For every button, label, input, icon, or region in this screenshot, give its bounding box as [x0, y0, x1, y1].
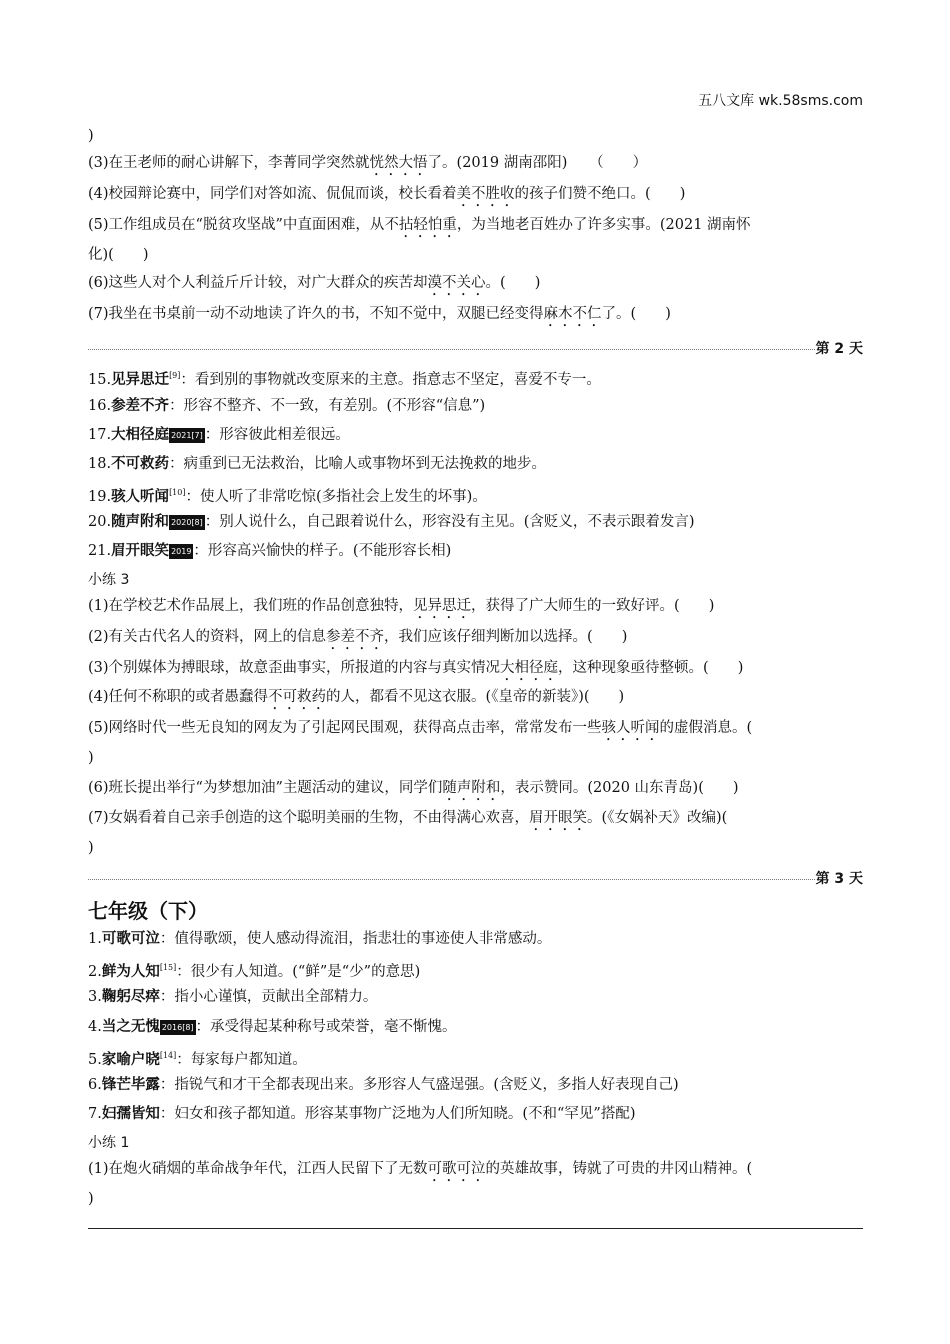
idiom-entry	[88, 1017, 457, 1037]
line-text: ，为当地老百姓办了许多实事。(2021 湖南怀	[456, 217, 751, 233]
day-label: 第 2 天	[815, 341, 863, 357]
idiom-term: 参差不齐	[111, 398, 170, 414]
entry-number: 5.	[88, 1052, 102, 1068]
line-text: 了。(2019 湖南邵阳) （ ）	[427, 155, 648, 171]
entry-number: 6.	[88, 1077, 102, 1093]
exercise-line	[88, 808, 727, 834]
idiom-entry	[88, 483, 487, 507]
entry-number: 16.	[88, 398, 112, 414]
line-text: 的英雄故事，铸就了可贵的井冈山精神。(	[485, 1161, 753, 1177]
entry-number: 1.	[88, 931, 102, 947]
line-text: (5)网络时代一些无良知的网友为了引起网民围观，获得高点击率，常常发布一些	[88, 720, 602, 736]
exam-year-tag: 2019	[169, 544, 193, 559]
idiom-definition: ：承受得起某种称号或荣誉，毫不惭愧。	[195, 1019, 457, 1035]
day-divider-3	[88, 868, 863, 888]
exercise-line	[88, 126, 94, 146]
line-text: ，这种现象亟待整顿。( )	[558, 660, 744, 676]
line-text: (6)这些人对个人利益斤斤计较，对广大群众的疾苦却	[88, 275, 428, 291]
emphasized-idiom: 骇人听闻	[601, 720, 660, 736]
entry-number: 19.	[88, 489, 112, 505]
idiom-entry	[88, 929, 551, 949]
idiom-term: 当之无愧	[101, 1019, 160, 1035]
emphasized-idiom: 眉开眼笑	[529, 810, 588, 826]
line-text: 的虚假消息。(	[659, 720, 753, 736]
idiom-term: 妇孺皆知	[101, 1106, 160, 1122]
idiom-term: 鞠躬尽瘁	[101, 989, 160, 1005]
line-text: (4)校园辩论赛中，同学们对答如流、侃侃而谈，校长看着	[88, 186, 457, 202]
line-text: (3)个别媒体为搏眼球，故意歪曲事实，所报道的内容与真实情况	[88, 660, 501, 676]
line-text: (1)在学校艺术作品展上，我们班的作品创意独特，	[88, 598, 414, 614]
entry-number: 15.	[88, 372, 112, 388]
line-text: (6)班长提出举行“为梦想加油”主题活动的建议，同学们	[88, 780, 443, 796]
practice-title: 小练 3	[88, 572, 130, 588]
idiom-entry	[88, 396, 485, 416]
exercise-line	[88, 838, 94, 858]
idiom-term: 随声附和	[111, 514, 170, 530]
line-text: (2)有关古代名人的资料，网上的信息	[88, 629, 327, 645]
exercise-line	[88, 273, 540, 299]
line-text: )	[88, 1191, 94, 1207]
exercise-line	[88, 778, 739, 804]
idiom-definition: ：指小心谨慎，贡献出全部精力。	[159, 989, 378, 1005]
entry-number: 4.	[88, 1019, 102, 1035]
idiom-entry	[88, 1075, 679, 1095]
idiom-definition: ：指锐气和才干全都表现出来。多形容人气盛逞强。(含贬义，多指人好表现自己)	[159, 1077, 679, 1093]
footnote-ref: [10]	[169, 488, 186, 497]
idiom-term: 眉开眼笑	[111, 543, 170, 559]
emphasized-idiom: 麻木不仁	[543, 306, 602, 322]
idiom-entry	[88, 958, 420, 982]
line-text: (3)在王老师的耐心讲解下，李菁同学突然就	[88, 155, 370, 171]
idiom-entry	[88, 512, 695, 532]
idiom-definition: ：病重到已无法救治，比喻人或事物坏到无法挽救的地步。	[169, 456, 547, 472]
emphasized-idiom: 大相径庭	[500, 660, 559, 676]
practice-title: 小练 1	[88, 1135, 130, 1151]
emphasized-idiom: 恍然大悟	[369, 155, 428, 171]
emphasized-idiom: 美不胜收	[456, 186, 515, 202]
line-text: (7)女娲看着自己亲手创造的这个聪明美丽的生物，不由得满心欢喜，	[88, 810, 530, 826]
idiom-definition: ：值得歌颂，使人感动得流泪，指悲壮的事迹使人非常感动。	[159, 931, 552, 947]
emphasized-idiom: 不可救药	[268, 689, 327, 705]
line-text: (4)任何不称职的或者愚蠢得	[88, 689, 269, 705]
emphasized-idiom: 漠不关心	[427, 275, 486, 291]
exercise-line	[88, 1159, 752, 1185]
idiom-entry	[88, 454, 546, 474]
idiom-entry	[88, 1046, 307, 1070]
line-text: (7)我坐在书桌前一动不动地读了许久的书，不知不觉中，双腿已经变得	[88, 306, 544, 322]
exercise-line	[88, 245, 148, 265]
emphasized-idiom: 拈轻怕重	[398, 217, 457, 233]
emphasized-idiom: 可歌可泣	[427, 1161, 486, 1177]
idiom-definition: ：形容高兴愉快的样子。(不能形容长相)	[193, 543, 452, 559]
exercise-line	[88, 215, 751, 241]
grade-title: 七年级（下）	[88, 899, 208, 923]
emphasized-idiom: 随声附和	[442, 780, 501, 796]
exam-year-tag: 2021[7]	[169, 428, 205, 443]
entry-number: 17.	[88, 427, 112, 443]
idiom-entry	[88, 425, 350, 445]
exercise-line	[88, 658, 743, 684]
idiom-term: 大相径庭	[111, 427, 170, 443]
line-text: 的孩子们赞不绝口。( )	[514, 186, 686, 202]
line-text: ，表示赞同。(2020 山东青岛)( )	[500, 780, 739, 796]
emphasized-idiom: 参差不齐	[326, 629, 385, 645]
entry-number: 7.	[88, 1106, 102, 1122]
line-text: ，获得了广大师生的一致好评。( )	[471, 598, 715, 614]
entry-number: 18.	[88, 456, 112, 472]
emphasized-idiom: 见异思迁	[413, 598, 472, 614]
idiom-term: 可歌可泣	[101, 931, 160, 947]
entry-number: 21.	[88, 543, 112, 559]
exercise-line	[88, 304, 671, 330]
line-text: 的人，都看不见这衣服。(《皇帝的新装》)( )	[326, 689, 625, 705]
idiom-entry	[88, 541, 451, 561]
footnote-ref: [9]	[169, 371, 181, 380]
idiom-entry	[88, 1104, 635, 1124]
exercise-line	[88, 627, 627, 653]
footnote-ref: [14]	[159, 1051, 177, 1060]
idiom-entry	[88, 366, 601, 390]
line-text: )	[88, 750, 94, 766]
footnote-ref: [15]	[159, 963, 177, 972]
idiom-term: 锋芒毕露	[101, 1077, 160, 1093]
line-text: 了。( )	[601, 306, 671, 322]
day-divider-2	[88, 338, 863, 358]
exercise-line	[88, 687, 624, 713]
idiom-definition: ：形容彼此相差很远。	[204, 427, 350, 443]
day-label: 第 3 天	[815, 871, 863, 887]
idiom-definition: ：很少有人知道。(“鲜”是“少”的意思)	[176, 964, 421, 980]
line-text: (5)工作组成员在“脱贫攻坚战”中直面困难，从不	[88, 217, 399, 233]
idiom-definition: ：形容不整齐、不一致，有差别。(不形容“信息”)	[169, 398, 486, 414]
exam-year-tag: 2016[8]	[160, 1020, 196, 1035]
idiom-term: 家喻户晓	[101, 1052, 160, 1068]
line-text: 。(《女娲补天》改编)(	[587, 810, 728, 826]
exercise-line	[88, 718, 752, 744]
line-text: ，我们应该仔细判断加以选择。( )	[384, 629, 628, 645]
idiom-definition: ：别人说什么，自己跟着说什么，形容没有主见。(含贬义，不表示跟着发言)	[204, 514, 695, 530]
line-text: )	[88, 128, 94, 144]
line-text: 化)( )	[88, 247, 149, 263]
line-text: 。( )	[485, 275, 541, 291]
exercise-line	[88, 596, 714, 622]
exam-year-tag: 2020[8]	[169, 515, 205, 530]
idiom-term: 骇人听闻	[111, 489, 170, 505]
exercise-line	[88, 748, 94, 768]
idiom-definition: ：看到别的事物就改变原来的主意。指意志不坚定，喜爱不专一。	[180, 372, 601, 388]
idiom-definition: ：妇女和孩子都知道。形容某事物广泛地为人们所知晓。(不和“罕见”搭配)	[159, 1106, 636, 1122]
exercise-line	[88, 184, 685, 210]
entry-number: 2.	[88, 964, 102, 980]
line-text: )	[88, 840, 94, 856]
bottom-rule	[88, 1228, 863, 1229]
entry-number: 20.	[88, 514, 112, 530]
line-text: (1)在炮火硝烟的革命战争年代，江西人民留下了无数	[88, 1161, 428, 1177]
idiom-term: 见异思迁	[111, 372, 170, 388]
site-header: 五八文库 wk.58sms.com	[698, 93, 863, 109]
idiom-term: 鲜为人知	[101, 964, 160, 980]
idiom-definition: ：使人听了非常吃惊(多指社会上发生的坏事)。	[185, 489, 487, 505]
exercise-line	[88, 1189, 94, 1209]
idiom-entry	[88, 987, 377, 1007]
idiom-term: 不可救药	[111, 456, 170, 472]
entry-number: 3.	[88, 989, 102, 1005]
idiom-definition: ：每家每户都知道。	[176, 1052, 307, 1068]
exercise-line	[88, 153, 647, 179]
